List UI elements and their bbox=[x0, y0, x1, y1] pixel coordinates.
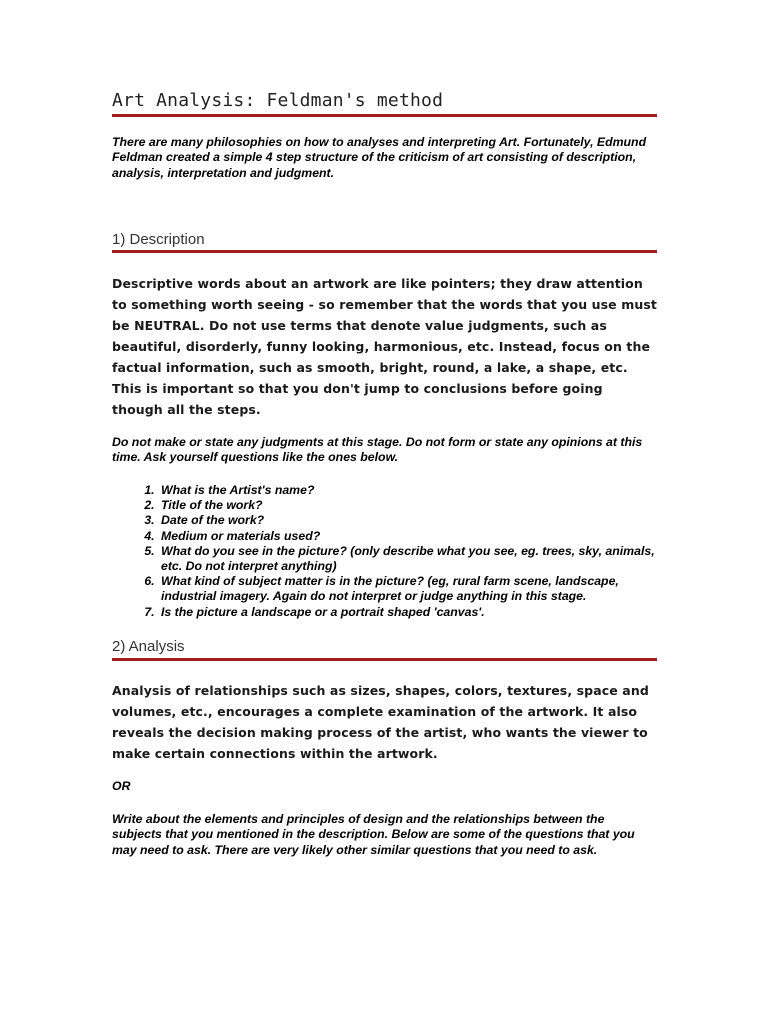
list-item: 1. What is the Artist's name? bbox=[158, 483, 657, 498]
description-divider bbox=[112, 250, 657, 253]
list-item: 3. Date of the work? bbox=[158, 513, 657, 528]
list-item: 4. Medium or materials used? bbox=[158, 529, 657, 544]
list-item: 7. Is the picture a landscape or a portrait shaped 'canvas'. bbox=[158, 605, 657, 620]
list-item: 6. What kind of subject matter is in the picture? (eg, rural farm scene, landscape, industrial imagery. Again do not interpret or judge anything in this stage. bbox=[158, 574, 657, 604]
or-label: OR bbox=[112, 779, 131, 793]
title-divider bbox=[112, 114, 657, 117]
description-questions-list bbox=[112, 483, 657, 620]
list-item: 2. Title of the work? bbox=[158, 498, 657, 513]
analysis-note: Write about the elements and principles of design and the relationships between the subjects that you mentioned in the description. Below are some of the questions that you may need to ask. There are very likely other similar questions that you need to ask. bbox=[112, 812, 635, 857]
list-item: 5. What do you see in the picture? (only describe what you see, eg. trees, sky, animals, etc. Do not interpret anything) bbox=[158, 544, 657, 574]
analysis-heading: 2) Analysis bbox=[112, 638, 185, 655]
intro-paragraph: There are many philosophies on how to analyses and interpreting Art. Fortunately, Edmund Feldman created a simple 4 step structure of the criticism of art consisting of description, analysis, interpretation and judgment. bbox=[112, 135, 647, 180]
page-title: Art Analysis: Feldman's method bbox=[112, 90, 444, 111]
analysis-divider bbox=[112, 658, 657, 661]
description-note: Do not make or state any judgments at this stage. Do not form or state any opinions at this time. Ask yourself questions like the ones below. bbox=[112, 435, 643, 465]
description-paragraph: Descriptive words about an artwork are like pointers; they draw attention to something worth seeing - so remember that the words that you use must be NEUTRAL. Do not use terms that denote value judgments, such as beautiful, disorderly, funny looking, harmonious, etc. Instead, focus on the factual information, such as smooth, bright, round, a lake, a shape, etc. This is important so that you don't jump to conclusions before going though all the steps. bbox=[112, 276, 657, 417]
analysis-paragraph: Analysis of relationships such as sizes, shapes, colors, textures, space and volumes, etc., encourages a complete examination of the artwork. It also reveals the decision making process of the artist, who wants the viewer to make certain connections within the artwork. bbox=[112, 683, 649, 761]
description-heading: 1) Description bbox=[112, 231, 205, 248]
